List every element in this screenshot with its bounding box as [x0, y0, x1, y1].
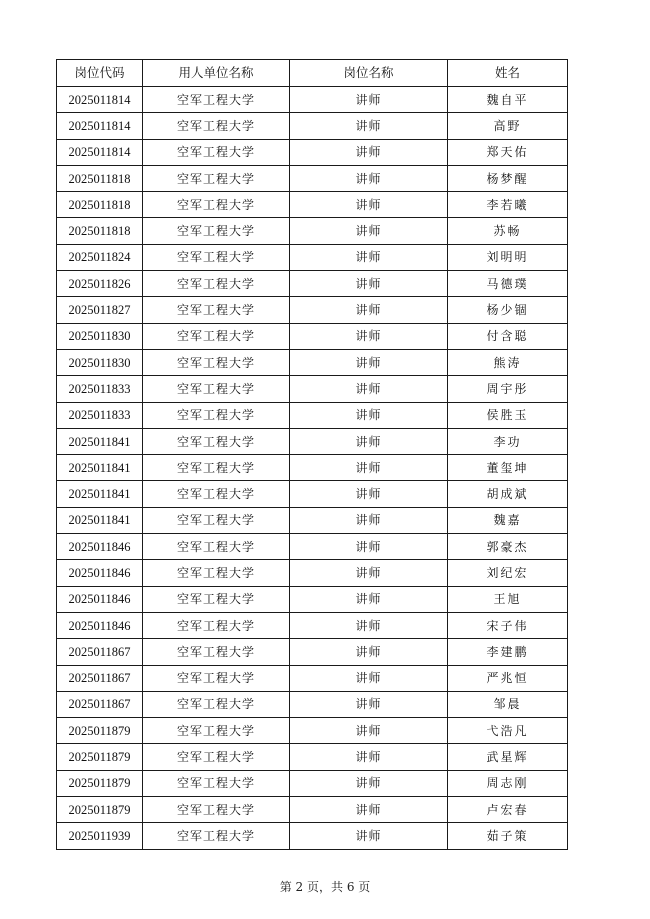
- employer-name-cell: 空军工程大学: [143, 428, 290, 454]
- post-code-cell: 2025011879: [57, 744, 143, 770]
- table-row: [57, 823, 568, 849]
- post-code-cell: 2025011814: [57, 87, 143, 113]
- person-name-cell: 武星辉: [448, 744, 568, 770]
- table-row: [57, 218, 568, 244]
- table-row: [57, 139, 568, 165]
- post-name-cell: 讲师: [290, 691, 448, 717]
- employer-name-cell: 空军工程大学: [143, 665, 290, 691]
- person-name-cell: 周志刚: [448, 770, 568, 796]
- post-code-cell: 2025011939: [57, 823, 143, 849]
- person-name-cell: 郑天佑: [448, 139, 568, 165]
- post-name-cell: 讲师: [290, 823, 448, 849]
- post-code-cell: 2025011830: [57, 323, 143, 349]
- post-code-cell: 2025011879: [57, 770, 143, 796]
- post-code-cell: 2025011846: [57, 534, 143, 560]
- post-code-cell: 2025011830: [57, 349, 143, 375]
- table-row: [57, 639, 568, 665]
- post-code-cell: 2025011833: [57, 402, 143, 428]
- employer-name-cell: 空军工程大学: [143, 402, 290, 428]
- employer-name-cell: 空军工程大学: [143, 218, 290, 244]
- post-name-cell: 讲师: [290, 165, 448, 191]
- post-code-cell: 2025011818: [57, 192, 143, 218]
- person-name-cell: 付含聪: [448, 323, 568, 349]
- employer-name-cell: 空军工程大学: [143, 770, 290, 796]
- table-row: [57, 534, 568, 560]
- person-name-cell: 周宇彤: [448, 376, 568, 402]
- post-name-cell: 讲师: [290, 639, 448, 665]
- header-employer-name: 用人单位名称: [143, 60, 290, 87]
- table-row: [57, 297, 568, 323]
- header-post-code: 岗位代码: [57, 60, 143, 87]
- employer-name-cell: 空军工程大学: [143, 349, 290, 375]
- person-name-cell: 王旭: [448, 586, 568, 612]
- person-name-cell: 邹晨: [448, 691, 568, 717]
- employer-name-cell: 空军工程大学: [143, 507, 290, 533]
- post-name-cell: 讲师: [290, 665, 448, 691]
- post-name-cell: 讲师: [290, 507, 448, 533]
- post-name-cell: 讲师: [290, 797, 448, 823]
- post-code-cell: 2025011841: [57, 455, 143, 481]
- post-code-cell: 2025011824: [57, 244, 143, 270]
- table-row: [57, 718, 568, 744]
- person-name-cell: 魏自平: [448, 87, 568, 113]
- person-name-cell: 侯胜玉: [448, 402, 568, 428]
- table-row: [57, 192, 568, 218]
- post-name-cell: 讲师: [290, 218, 448, 244]
- person-name-cell: 卢宏春: [448, 797, 568, 823]
- post-code-cell: 2025011818: [57, 165, 143, 191]
- table-row: [57, 113, 568, 139]
- post-name-cell: 讲师: [290, 139, 448, 165]
- person-name-cell: 胡成斌: [448, 481, 568, 507]
- post-code-cell: 2025011867: [57, 691, 143, 717]
- post-code-cell: 2025011841: [57, 507, 143, 533]
- person-name-cell: 茹子策: [448, 823, 568, 849]
- table-row: [57, 507, 568, 533]
- employer-name-cell: 空军工程大学: [143, 560, 290, 586]
- employer-name-cell: 空军工程大学: [143, 297, 290, 323]
- person-name-cell: 刘明明: [448, 244, 568, 270]
- table-row: [57, 376, 568, 402]
- table-row: [57, 481, 568, 507]
- roster-table-body: [57, 87, 568, 850]
- person-name-cell: 熊涛: [448, 349, 568, 375]
- post-code-cell: 2025011814: [57, 113, 143, 139]
- post-code-cell: 2025011841: [57, 428, 143, 454]
- table-row: [57, 165, 568, 191]
- table-row: [57, 271, 568, 297]
- person-name-cell: 李功: [448, 428, 568, 454]
- employer-name-cell: 空军工程大学: [143, 586, 290, 612]
- employer-name-cell: 空军工程大学: [143, 691, 290, 717]
- person-name-cell: 杨少锢: [448, 297, 568, 323]
- post-code-cell: 2025011867: [57, 639, 143, 665]
- table-row: [57, 244, 568, 270]
- employer-name-cell: 空军工程大学: [143, 139, 290, 165]
- table-row: [57, 455, 568, 481]
- table-row: [57, 87, 568, 113]
- post-name-cell: 讲师: [290, 376, 448, 402]
- post-name-cell: 讲师: [290, 113, 448, 139]
- table-row: [57, 691, 568, 717]
- post-name-cell: 讲师: [290, 455, 448, 481]
- employer-name-cell: 空军工程大学: [143, 744, 290, 770]
- header-person-name: 姓名: [448, 60, 568, 87]
- table-row: [57, 586, 568, 612]
- employer-name-cell: 空军工程大学: [143, 718, 290, 744]
- employer-name-cell: 空军工程大学: [143, 797, 290, 823]
- post-name-cell: 讲师: [290, 612, 448, 638]
- table-row: [57, 770, 568, 796]
- person-name-cell: 高野: [448, 113, 568, 139]
- post-name-cell: 讲师: [290, 718, 448, 744]
- person-name-cell: 苏畅: [448, 218, 568, 244]
- table-row: [57, 797, 568, 823]
- table-row: [57, 323, 568, 349]
- table-row: [57, 744, 568, 770]
- employer-name-cell: 空军工程大学: [143, 612, 290, 638]
- post-code-cell: 2025011826: [57, 271, 143, 297]
- post-name-cell: 讲师: [290, 87, 448, 113]
- employer-name-cell: 空军工程大学: [143, 192, 290, 218]
- header-row: [57, 60, 568, 87]
- employer-name-cell: 空军工程大学: [143, 323, 290, 349]
- post-name-cell: 讲师: [290, 323, 448, 349]
- post-code-cell: 2025011846: [57, 560, 143, 586]
- employer-name-cell: 空军工程大学: [143, 87, 290, 113]
- employer-name-cell: 空军工程大学: [143, 271, 290, 297]
- table-row: [57, 560, 568, 586]
- post-code-cell: 2025011833: [57, 376, 143, 402]
- post-code-cell: 2025011846: [57, 612, 143, 638]
- person-name-cell: 宋子伟: [448, 612, 568, 638]
- post-name-cell: 讲师: [290, 534, 448, 560]
- table-row: [57, 402, 568, 428]
- employer-name-cell: 空军工程大学: [143, 639, 290, 665]
- post-name-cell: 讲师: [290, 481, 448, 507]
- post-code-cell: 2025011879: [57, 718, 143, 744]
- table-row: [57, 665, 568, 691]
- post-name-cell: 讲师: [290, 271, 448, 297]
- post-code-cell: 2025011818: [57, 218, 143, 244]
- post-code-cell: 2025011827: [57, 297, 143, 323]
- employer-name-cell: 空军工程大学: [143, 113, 290, 139]
- post-name-cell: 讲师: [290, 560, 448, 586]
- post-code-cell: 2025011841: [57, 481, 143, 507]
- post-name-cell: 讲师: [290, 297, 448, 323]
- employer-name-cell: 空军工程大学: [143, 455, 290, 481]
- person-name-cell: 董玺坤: [448, 455, 568, 481]
- post-name-cell: 讲师: [290, 402, 448, 428]
- person-name-cell: 弋浩凡: [448, 718, 568, 744]
- employer-name-cell: 空军工程大学: [143, 244, 290, 270]
- person-name-cell: 郭豪杰: [448, 534, 568, 560]
- employer-name-cell: 空军工程大学: [143, 823, 290, 849]
- employer-name-cell: 空军工程大学: [143, 165, 290, 191]
- person-name-cell: 李建鹏: [448, 639, 568, 665]
- person-name-cell: 杨梦醒: [448, 165, 568, 191]
- post-name-cell: 讲师: [290, 349, 448, 375]
- header-post-name: 岗位名称: [290, 60, 448, 87]
- post-name-cell: 讲师: [290, 428, 448, 454]
- post-code-cell: 2025011867: [57, 665, 143, 691]
- post-code-cell: 2025011814: [57, 139, 143, 165]
- table-row: [57, 349, 568, 375]
- person-name-cell: 李若曦: [448, 192, 568, 218]
- post-name-cell: 讲师: [290, 586, 448, 612]
- employer-name-cell: 空军工程大学: [143, 534, 290, 560]
- post-name-cell: 讲师: [290, 744, 448, 770]
- post-name-cell: 讲师: [290, 192, 448, 218]
- roster-table: [56, 59, 568, 850]
- table-row: [57, 428, 568, 454]
- post-code-cell: 2025011879: [57, 797, 143, 823]
- page-number-footer: 第 2 页，共 6 页: [279, 880, 371, 894]
- person-name-cell: 严兆恒: [448, 665, 568, 691]
- person-name-cell: 魏嘉: [448, 507, 568, 533]
- employer-name-cell: 空军工程大学: [143, 376, 290, 402]
- employer-name-cell: 空军工程大学: [143, 481, 290, 507]
- table-row: [57, 612, 568, 638]
- post-code-cell: 2025011846: [57, 586, 143, 612]
- post-name-cell: 讲师: [290, 770, 448, 796]
- person-name-cell: 刘纪宏: [448, 560, 568, 586]
- person-name-cell: 马德璞: [448, 271, 568, 297]
- roster-table-header: [57, 60, 568, 87]
- post-name-cell: 讲师: [290, 244, 448, 270]
